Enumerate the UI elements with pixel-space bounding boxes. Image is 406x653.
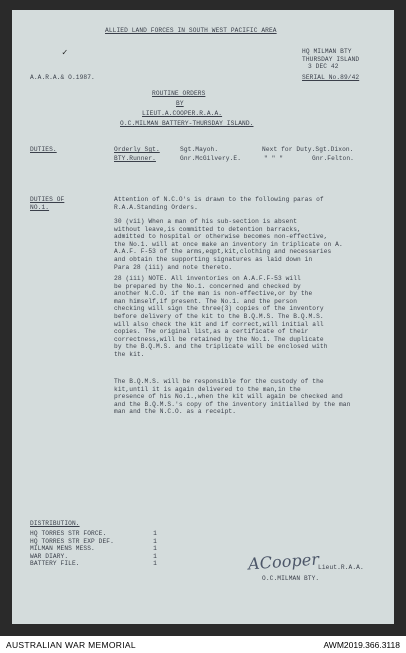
body-line: 30 (vii) When a man of his sub-section is absent	[114, 218, 298, 225]
signatory-rank: Lieut.R.A.A.	[318, 564, 364, 571]
bty-runner-label: BTY.Runner.	[114, 155, 156, 162]
list-item: BATTERY FILE.	[30, 560, 80, 568]
body-line: will also check the kit and if correct,will initial all	[114, 320, 324, 328]
place-name: THURSDAY ISLAND	[302, 55, 360, 63]
body-line: presence of his No.1.,when the kit will again be checked and	[114, 393, 343, 401]
body-line: be prepared by the No.1. concerned and checked by	[114, 282, 301, 290]
body-line: before delivery of the kit to the B.Q.M.S. The B.Q.M.S.	[114, 312, 324, 320]
body-line: Para 28 (iii) and note thereto.	[114, 263, 233, 271]
archive-footer	[0, 636, 406, 653]
body-line: A.A.F. F-53 of the arms,eqpt,kit,clothing and necessaries	[114, 248, 332, 256]
duties-of-label: DUTIES OF	[30, 196, 65, 203]
signatory-role: O.C.MILMAN BTY.	[262, 575, 320, 582]
list-item: HQ TORRES STR EXP DEF.	[30, 537, 114, 545]
body-line: the No.1. will at once make an inventory in triplicate on A.	[114, 240, 343, 248]
copy-count: 1	[153, 552, 157, 560]
reference-number: A.A.R.A.& O.1987.	[30, 74, 95, 81]
body-line: without leave,is committed to detention barracks,	[114, 225, 301, 233]
list-item: WAR DIARY.	[30, 552, 69, 560]
body-line: by the B.Q.M.S. and the triplicate will be enclosed with	[114, 343, 328, 351]
archive-name: AUSTRALIAN WAR MEMORIAL	[6, 640, 136, 650]
handwritten-mark-icon: ✓	[62, 48, 68, 58]
body-line: and obtain the supporting signatures as laid down in	[114, 255, 313, 263]
copy-count: 1	[153, 560, 157, 568]
title-by: BY	[176, 100, 184, 107]
body-line: copies. The original list,as a certificate of their	[114, 328, 309, 336]
unit-name: HQ MILMAN BTY	[302, 48, 352, 55]
title-routine-orders: ROUTINE ORDERS	[152, 90, 206, 97]
body-line: another N.C.O. if the man is non-effective,or by the	[114, 290, 313, 298]
copy-count: 1	[153, 530, 157, 537]
distribution-counts	[152, 530, 158, 568]
org-heading: ALLIED LAND FORCES IN SOUTH WEST PACIFIC AREA	[105, 27, 277, 34]
document-page	[12, 10, 394, 624]
bty-runner-name: Gnr.McGilvery.E.	[180, 155, 242, 162]
body-line: correctness,will be retained by the No.1. The duplicate	[114, 335, 324, 343]
distribution-heading: DISTRIBUTION.	[30, 520, 80, 527]
title-officer: LIEUT.A.COOPER.R.A.A.	[142, 110, 223, 117]
body-line: and the B.Q.M.S.'s copy of the inventory initialled by the man	[114, 400, 351, 408]
body-line: the kit.	[114, 350, 145, 358]
orderly-sgt-name: Sgt.Mayoh.	[180, 146, 219, 153]
body-line: man and the N.C.O. as a receipt.	[114, 408, 237, 416]
body-line: 28 (iii) NOTE. All inventories on A.A.F.F-53 will	[114, 275, 301, 282]
paragraph-30-vii	[114, 218, 376, 271]
title-battery: O.C.MILMAN BATTERY-THURSDAY ISLAND.	[120, 120, 254, 127]
next-runner-name: Gnr.Felton.	[312, 155, 354, 162]
list-item: MILMAN MENS MESS.	[30, 545, 95, 553]
handwritten-signature: ACooper	[247, 549, 320, 574]
archive-id: AWM2019.366.3118	[323, 640, 400, 650]
body-line: R.A.A.Standing Orders.	[114, 203, 198, 211]
paragraph-28-iii	[114, 275, 376, 359]
distribution-list	[30, 530, 150, 568]
paragraph-bqms	[114, 378, 376, 416]
body-line: checking will sign the three(3) copies of the inventory	[114, 305, 324, 313]
body-line: kit,until it is again delivered to the man,in the	[114, 385, 301, 393]
body-line: Attention of N.C.O's is drawn to the following paras of	[114, 196, 324, 203]
paragraph-attention	[114, 196, 376, 211]
list-item: HQ TORRES STR FORCE.	[30, 530, 107, 537]
duties-label: DUTIES.	[30, 146, 57, 153]
body-line: admitted to hospital or otherwise becomes non-effective,	[114, 233, 328, 241]
no1-label: NO.1.	[30, 203, 50, 211]
body-line: The B.Q.M.S. will be responsible for the custody of the	[114, 378, 324, 385]
next-for-duty: Next for Duty.Sgt.Dixon.	[262, 146, 354, 153]
copy-count: 1	[153, 545, 157, 553]
serial-number: SERIAL No.89/42	[302, 74, 360, 81]
copy-count: 1	[153, 537, 157, 545]
order-date: 3 DEC 42	[308, 63, 339, 71]
body-line: man himself,if present. The No.1. and the person	[114, 297, 298, 305]
ditto-marks: " " "	[264, 155, 284, 162]
orderly-sgt-label: Orderly Sgt.	[114, 146, 160, 153]
